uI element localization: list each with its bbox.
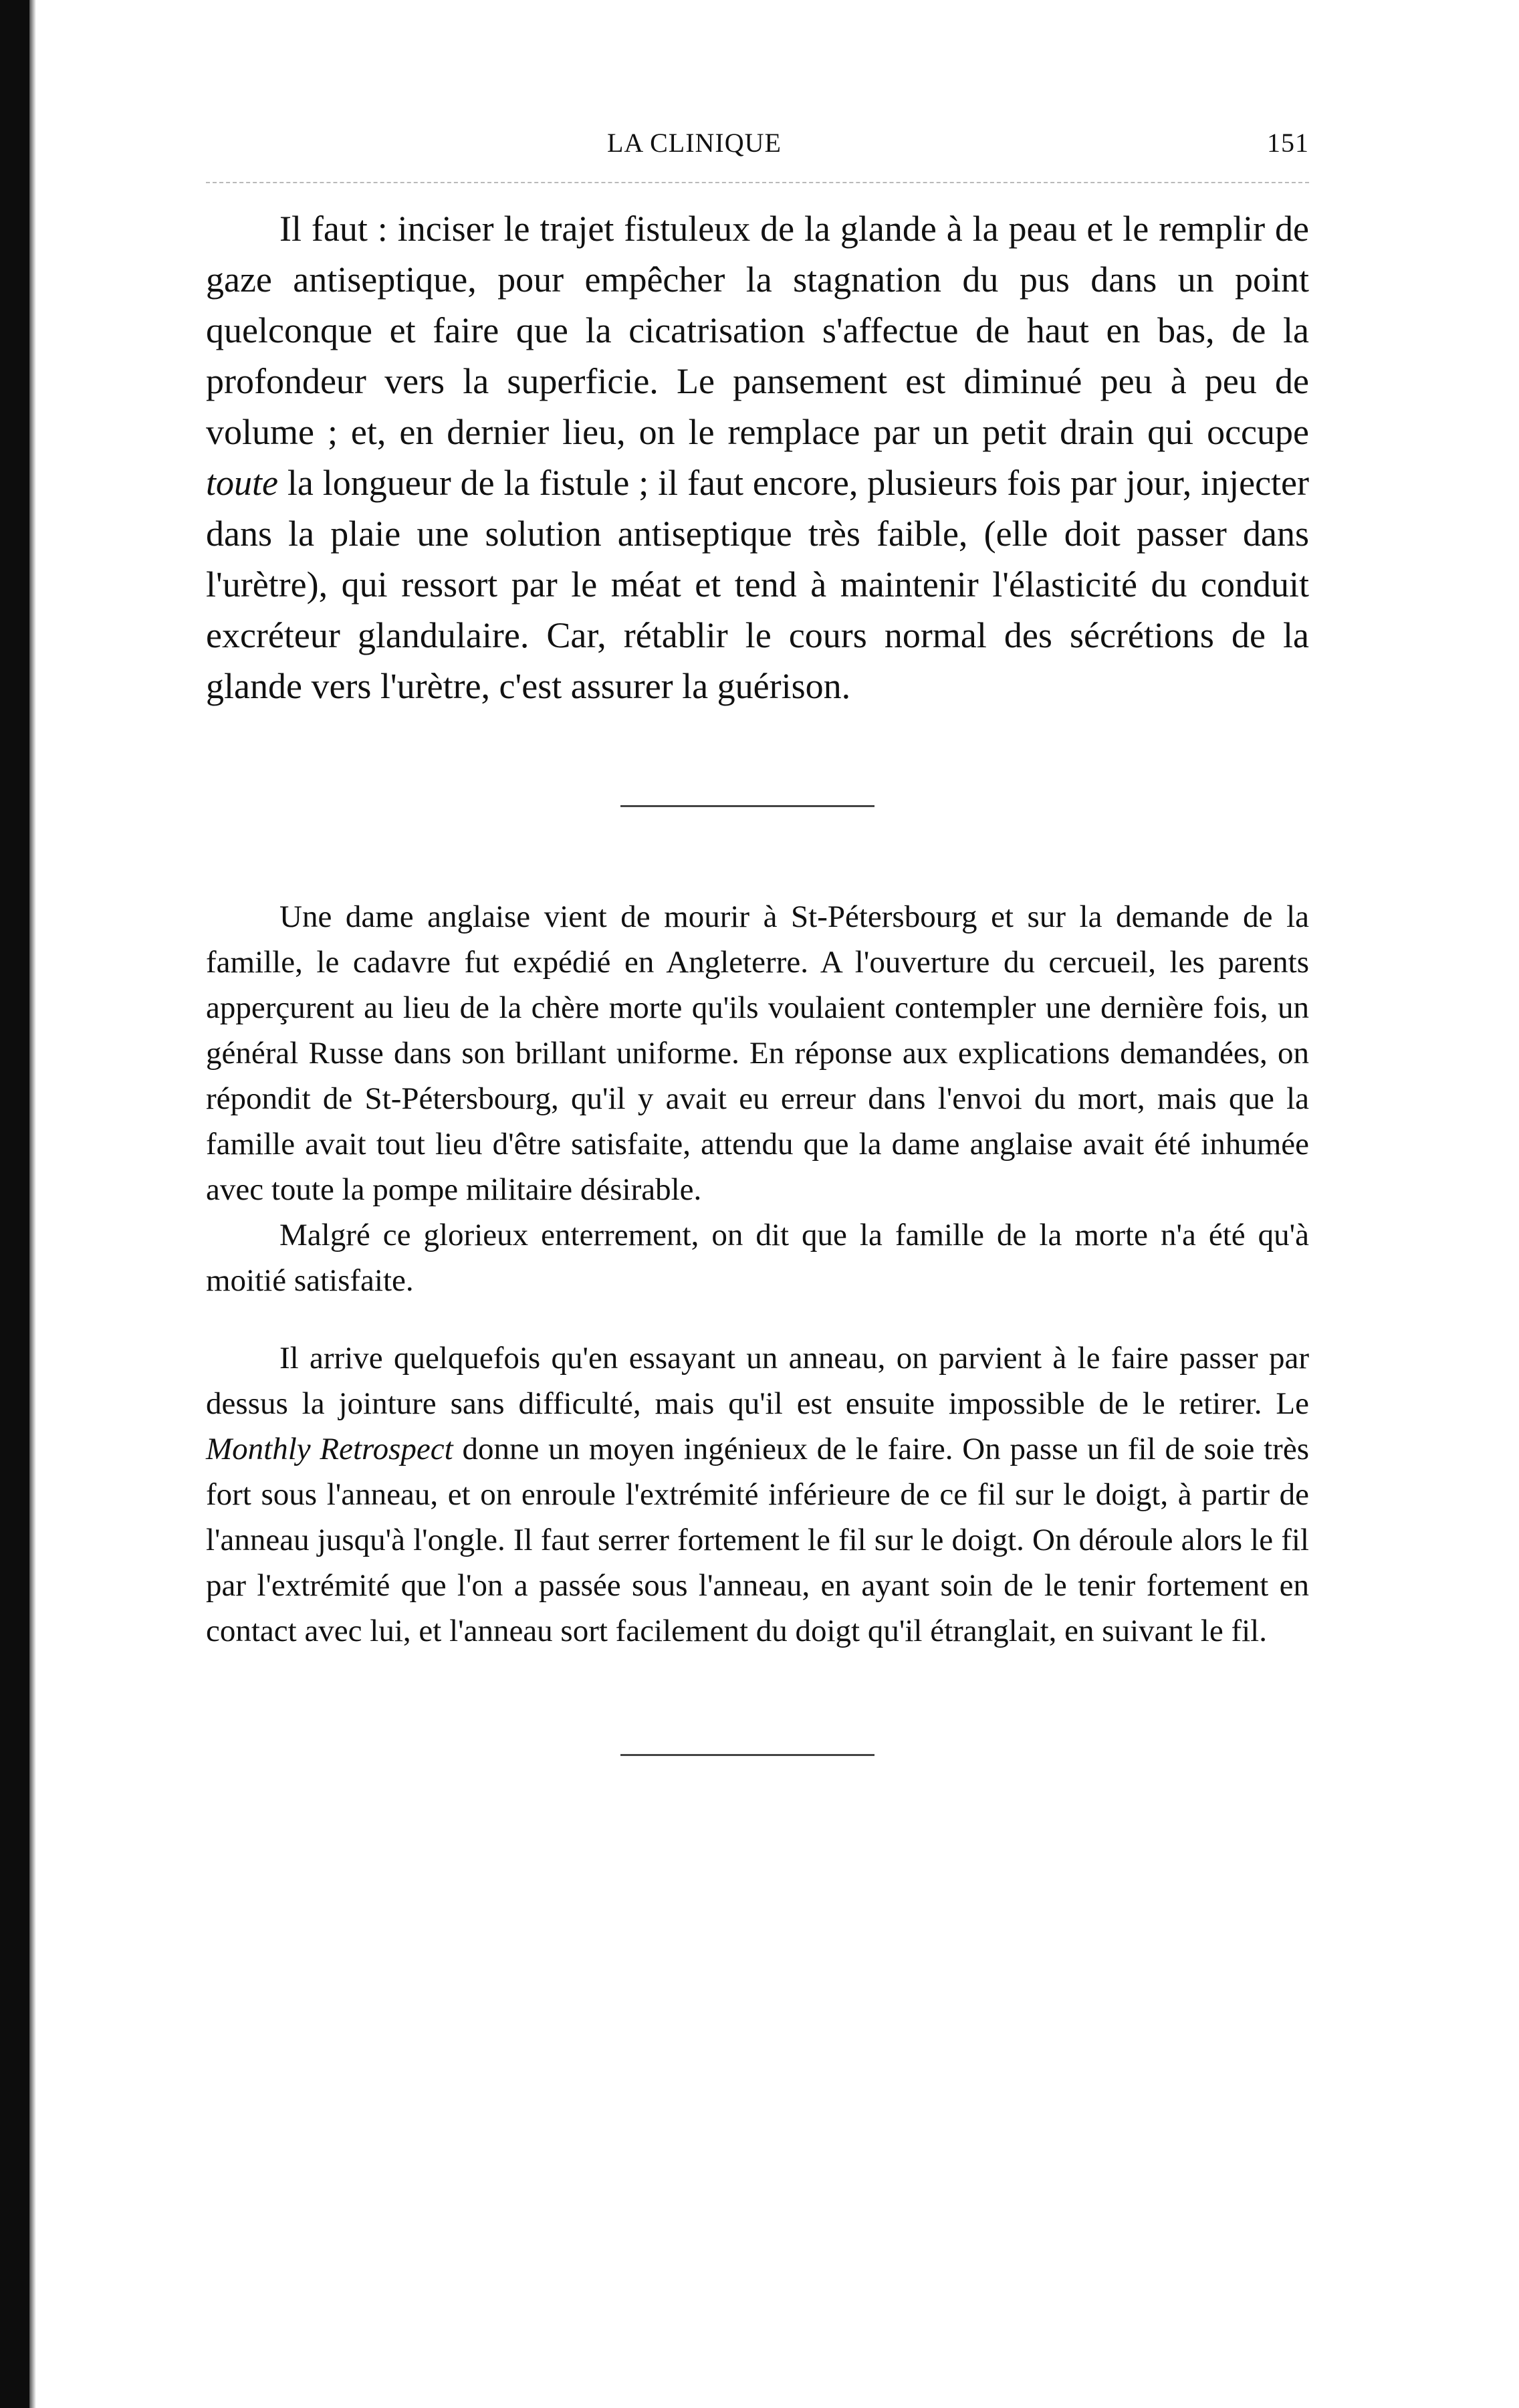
scan-binding-edge xyxy=(0,0,29,2408)
section-separator xyxy=(620,805,874,807)
header-rule xyxy=(206,182,1309,183)
paragraph xyxy=(206,1335,1309,1654)
running-head xyxy=(206,127,1309,167)
article-ring-removal xyxy=(206,1335,1309,1654)
emphasis-text: toute xyxy=(206,463,278,503)
text-run: donne un moyen ingénieux de le faire. On passe un fil de soie très fort sous l'anneau, et on enroule l'extrémité inférieure de ce fil sur le doigt, à partir de l'anneau jusqu'à l'ongle. Il faut serrer fortement le fil sur le doigt. On déroule alors le fil par l'extrémité que l'on a passée sous l'anneau, en ayant soin de le tenir fortement en contact avec lui, et l'anneau sort facilement du doigt qu'il étranglait, en suivant le fil. xyxy=(206,1432,1309,1648)
publication-title: Monthly Retrospect xyxy=(206,1432,453,1466)
text-run: la longueur de la fistule ; il faut encore, plusieurs fois par jour, injecter dans la plaie une solution antiseptique très faible, (elle doit passer dans l'urètre), qui ressort par le méat et tend à maintenir l'élasticité du conduit excréteur glandulaire. Car, rétablir le cours normal des sécrétions de la glande vers l'urètre, c'est assurer la guérison. xyxy=(206,463,1309,706)
article-fistula-treatment xyxy=(206,203,1309,712)
text-run: Il faut : inciser le trajet fistuleux de la glande à la peau et le remplir de gaze antiseptique, pour empêcher la stagnation du pus dans un point quelconque et faire que la cicatrisation s'affectue de haut en bas, de la profondeur vers la superficie. Le pansement est diminué peu à peu de volume ; et, en dernier lieu, on le remplace par un petit drain qui occupe xyxy=(206,209,1309,452)
section-separator xyxy=(620,1754,874,1756)
page-number: 151 xyxy=(1267,128,1309,158)
article-english-lady xyxy=(206,894,1309,1303)
text-run: Il arrive quelquefois qu'en essayant un anneau, on parvient à le faire passer par dessus la jointure sans difficulté, mais qu'il est ensuite impossible de le retirer. Le xyxy=(206,1341,1309,1421)
paragraph xyxy=(206,203,1309,712)
book-page xyxy=(206,127,1309,1756)
paragraph: Une dame anglaise vient de mourir à St-Pétersbourg et sur la demande de la famille, le cadavre fut expédié en Angleterre. A l'ouverture du cercueil, les parents apperçurent au lieu de la chère morte qu'ils voulaient contempler une dernière fois, un général Russe dans son brillant uniforme. En réponse aux explications demandées, on répondit de St-Pétersbourg, qu'il y avait eu erreur dans l'envoi du mort, mais que la famille avait tout lieu d'être satisfaite, attendu que la dame anglaise avait été inhumée avec toute la pompe militaire désirable. xyxy=(206,899,1309,1207)
running-title: LA CLINIQUE xyxy=(607,128,782,158)
paragraph: Malgré ce glorieux enterrement, on dit que la famille de la morte n'a été qu'à moitié satisfaite. xyxy=(206,1218,1309,1298)
